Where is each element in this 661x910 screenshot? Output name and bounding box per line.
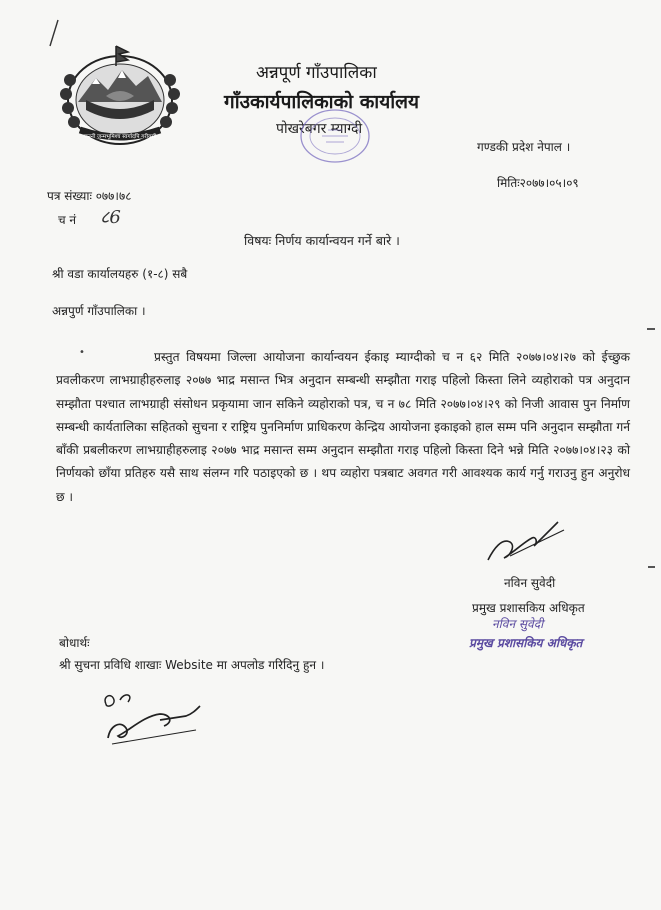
nepal-government-emblem: [56, 40, 184, 148]
signatory-name: नविन सुवेदी: [504, 576, 556, 590]
letter-body-text: प्रस्तुत विषयमा जिल्ला आयोजना कार्यान्वयन ईकाइ म्याग्दीको च न ६२ मिति २०७७।०४।२७ को ईच्छुक प्रवलीकरण लाभग्राहीहरुलाइ २०७७ भाद्र मसान्त भित्र अनुदान सम्बन्धी सम्झौता गराइ पहिलो किस्ता लिने व्यहोराको पत्र अनुदान सम्झौता पश्चात लाभग्राही संसोधन प्रकृयामा जान सकिने व्यहोराको पत्र, च न ७८ मिति २०७७।०४।२९ को निजी आवास पुन निर्माण सम्बन्धी कार्यतालिका सहितको सुचना र राष्ट्रिय पुननिर्माण प्राधिकरण केन्द्रिय आयोजना इकाइको हाल सम्म पनि अनुदान सम्झौता गर्न बाँकी प्रबलीकरण लाभग्राहीहरुलाइ २०७७ भाद्र मसान्त सम्म अनुदान सम्झौता गराइ पहिलो किस्ता दिने भन्ने मिति २०७७।०४।२३ को निर्णयको छाँया प्रतिहरु यसै साथ संलग्न गरि पठाइएको छ । थप व्यहोरा पत्रबाट अवगत गरी आवश्यक कार्य गर्नु गराउनु हुन अनुरोध छ ।: [56, 350, 630, 504]
cc-recipient: श्री सुचना प्रविधि शाखाः Website मा अपलोड गरिदिनु हुन ।: [59, 658, 325, 672]
signatory-stamp-title: प्रमुख प्रशासकिय अधिकृत: [469, 636, 583, 650]
handwritten-initials: [100, 686, 210, 748]
signatory-title: प्रमुख प्रशासकिय अधिकृत: [472, 601, 585, 615]
office-location: पोखरेबगर म्याग्दी: [276, 121, 363, 137]
letter-subject: विषयः निर्णय कार्यान्वयन गर्ने बारे ।: [244, 233, 400, 248]
recipient-line-1: श्री वडा कार्यालयहरु (१-८) सबै: [52, 267, 188, 281]
handwritten-signature: [480, 512, 568, 568]
letter-body: [56, 346, 630, 509]
stray-dot: •: [79, 347, 85, 358]
recipient-line-2: अन्नपुर्ण गाँउपालिका ।: [52, 304, 146, 318]
province-label: गण्डकी प्रदेश नेपाल ।: [477, 140, 571, 154]
signatory-stamp-name: नविन सुवेदी: [492, 617, 544, 631]
letter-date: मितिः२०७७।०५।०९: [497, 176, 579, 190]
dispatch-number-label: च नं: [58, 213, 77, 227]
office-round-stamp: [296, 106, 374, 166]
office-name: गाँउकार्यपालिकाको कार्यालय: [224, 91, 420, 113]
dispatch-number-handwritten: ८6: [100, 207, 121, 228]
cc-label: बोधार्थः: [59, 636, 90, 650]
letter-reference-number: पत्र संख्याः ०७७।७८: [47, 189, 132, 203]
edge-mark: [648, 566, 655, 568]
emblem-motto: जननी जन्मभूमिश्च स्वर्गादपि गरीयसी: [83, 134, 157, 140]
municipality-name: अन्नपूर्ण गाँउपालिका: [256, 63, 377, 83]
edge-mark: [647, 328, 655, 330]
